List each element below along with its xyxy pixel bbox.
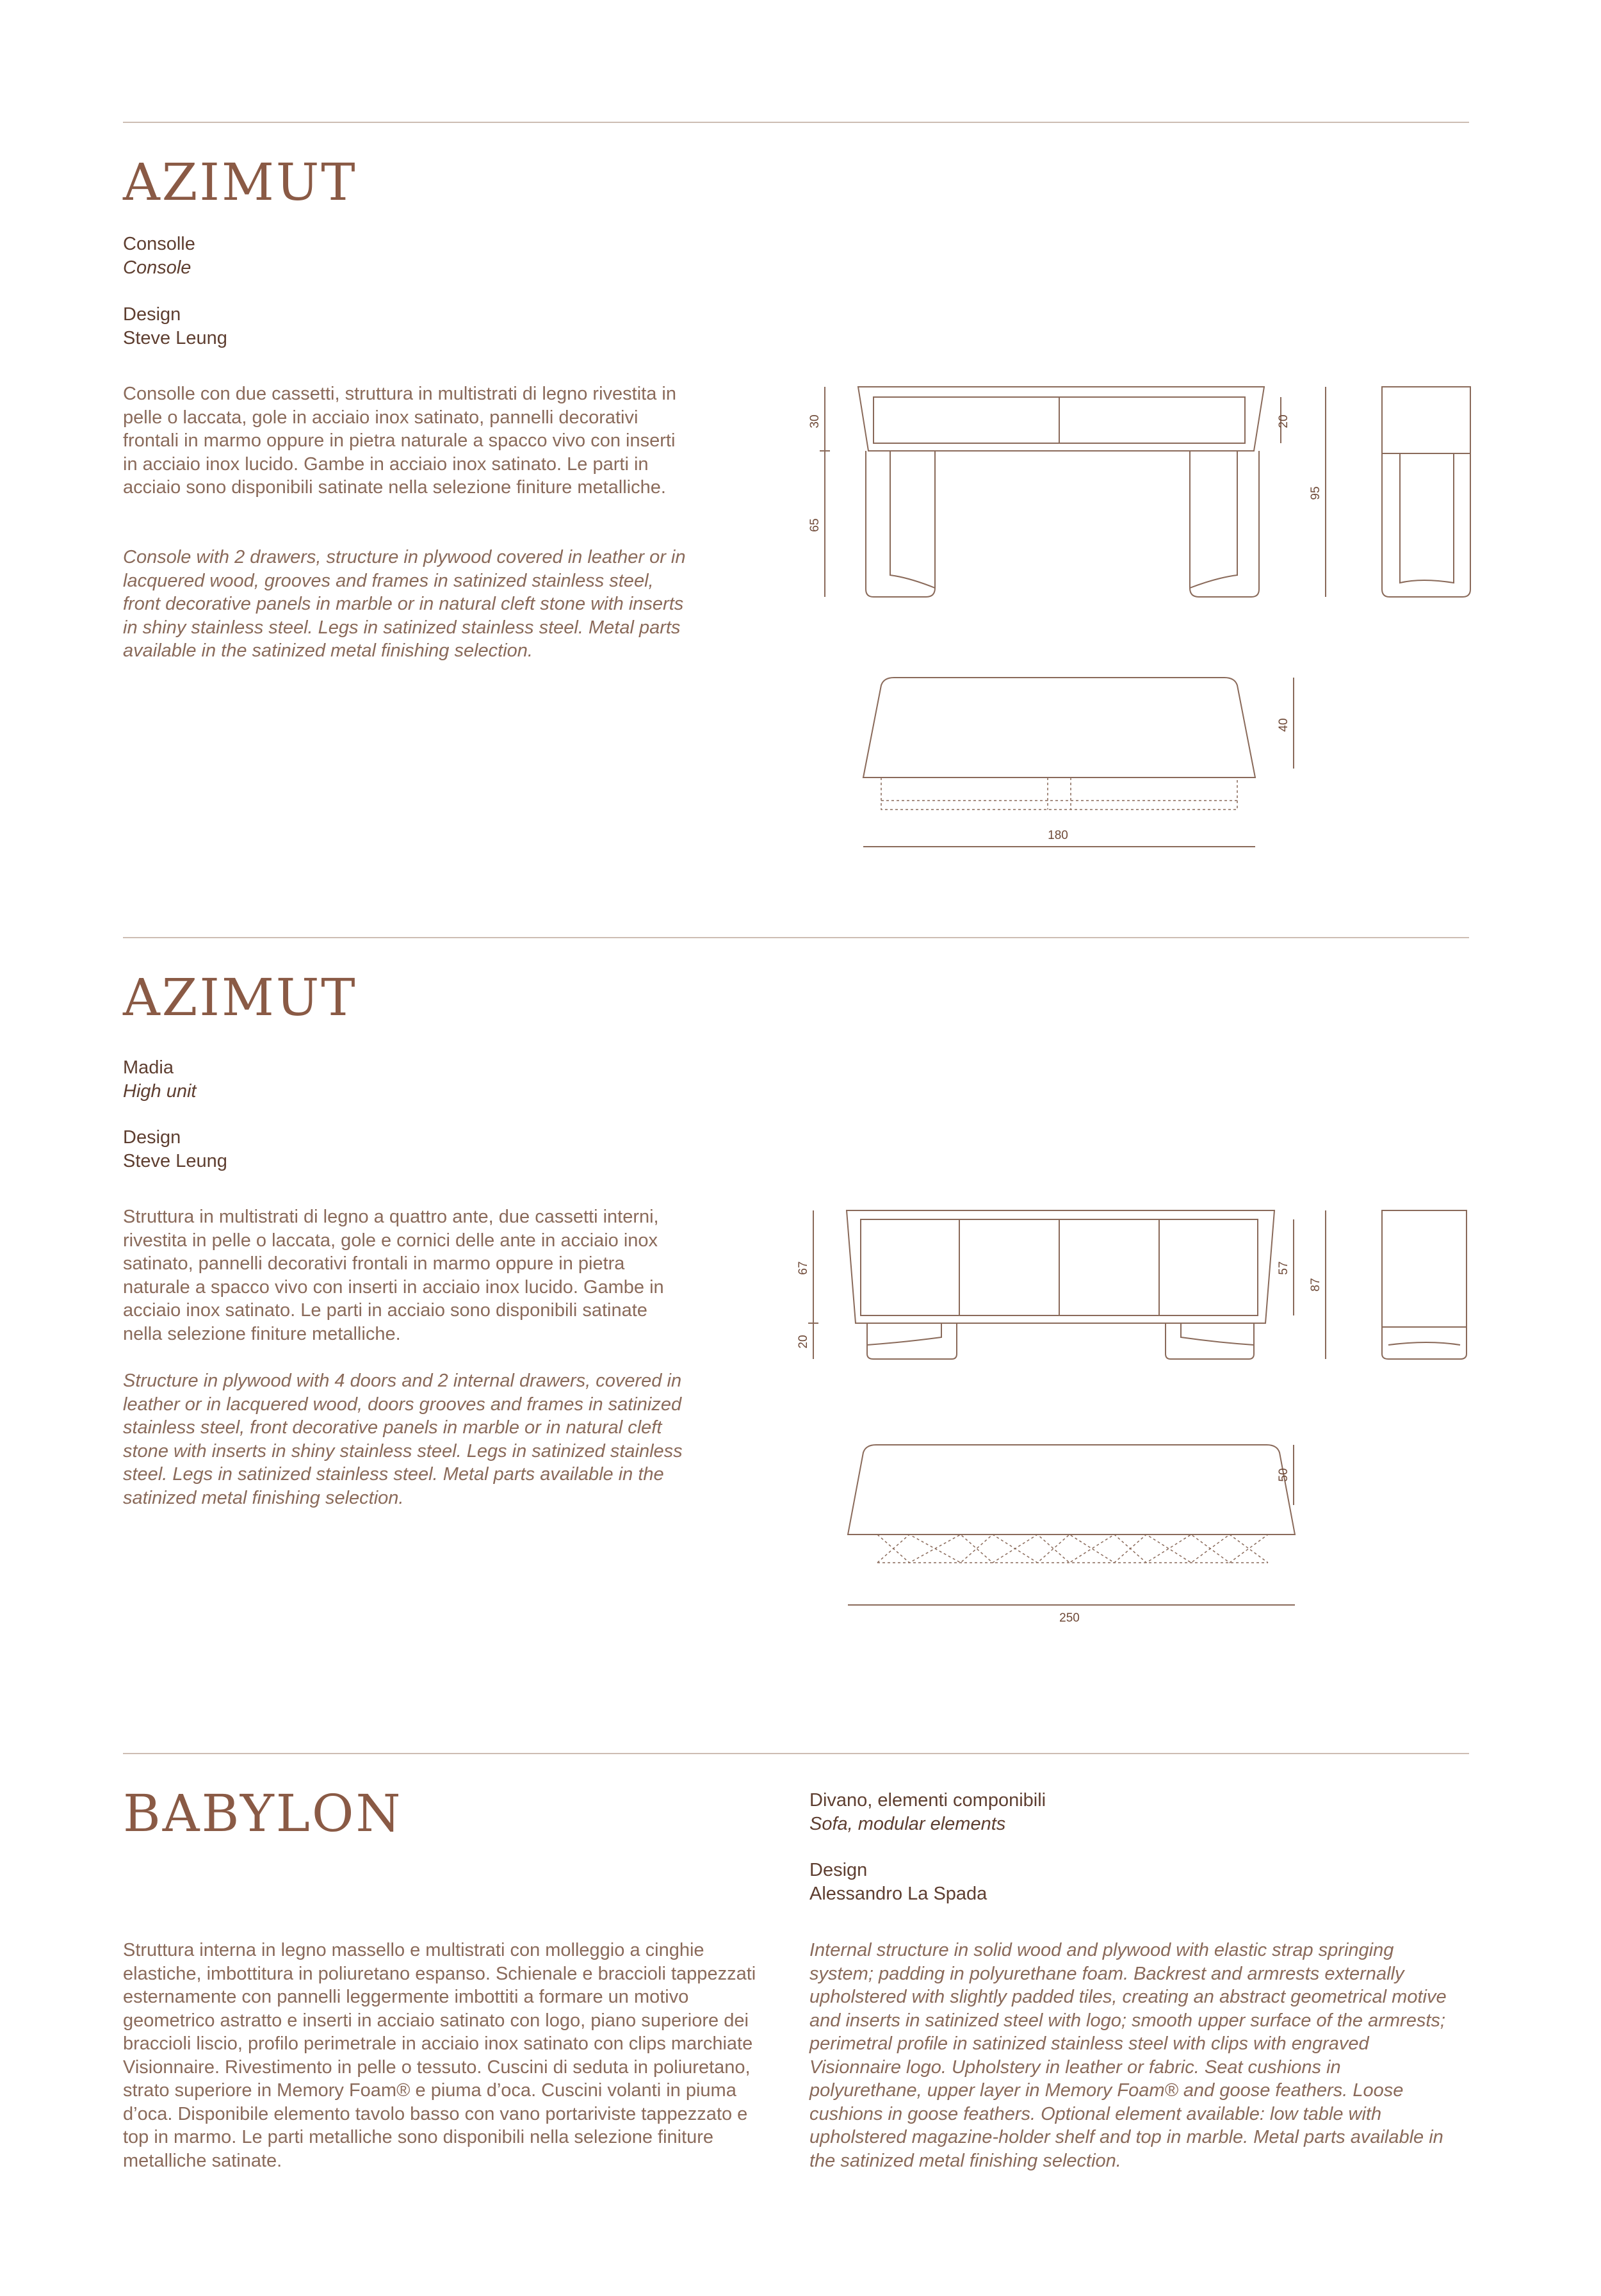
front-view [808, 387, 1326, 597]
dim-depth: 50 [1277, 1468, 1290, 1482]
design-credit [123, 303, 571, 350]
dim-leg-height: 20 [797, 1335, 810, 1349]
dim-drawer: 20 [1277, 414, 1290, 428]
designer-name: Steve Leung [123, 1151, 227, 1171]
type-italian: Divano, elementi componibili [809, 1790, 1046, 1811]
dim-top-height: 30 [808, 414, 822, 428]
top-view [863, 678, 1294, 847]
section-divider [123, 1753, 1469, 1754]
dim-door-height: 57 [1277, 1261, 1290, 1275]
side-view [1382, 387, 1470, 597]
console-technical-drawing [807, 371, 1486, 858]
section-divider [123, 937, 1469, 938]
design-label: Design [809, 1860, 868, 1880]
description-italian: Struttura in multistrati di legno a quattro ante, due cassetti interni, rivestita in pelle o laccata, gole e cornici delle ante in acciaio inox satinato, pannelli decorativi frontali in marmo oppure in pietra naturale a spacco vivo con inserti in acciaio inox lucido. Gambe in acciaio inox satinato. Le parti in acciaio sono disponibili satinate nella selezione finiture metalliche. [123, 1207, 664, 1344]
high-unit-technical-drawing [794, 1198, 1486, 1627]
dim-total-height: 95 [1309, 486, 1322, 500]
product-title: BABYLON [123, 1784, 403, 1843]
dim-width: 250 [1059, 1611, 1080, 1625]
product-type [809, 1789, 1450, 1836]
type-english: Console [123, 257, 191, 278]
type-italian: Consolle [123, 234, 195, 254]
description-italian: Struttura interna in legno massello e multistrati con molleggio a cinghie elastiche, imbottitura in poliuretano espanso. Schienale e braccioli tappezzati esternamente con pannelli leggermente imbottiti a formare un motivo geometrico astratto e inserti in acciaio satinato con logo, piano superiore dei braccioli liscio, profilo perimetrale in acciaio inox satinato con clips marchiate Visionnaire. Rivestimento in pelle o tessuto. Cuscini di seduta in poliuretano, strato superiore in Memory Foam® e piuma d’oca. Cuscini volanti in piuma d’oca. Disponibile elemento tavolo basso con vano portariviste tappezzato e top in marmo. Le parti metalliche sono disponibili nella selezione finiture metalliche satinate. [123, 1940, 756, 2171]
description-english: Structure in plywood with 4 doors and 2 internal drawers, covered in leather or in lacquered wood, doors grooves and frames in satinized stainless steel, front decorative panels in marble or in natural cleft stone with inserts in shiny stainless steel. Legs in satinized stainless steel. Legs in satinized stainless steel. Metal parts available in the satinized metal finishing selection. [123, 1371, 683, 1508]
designer-name: Steve Leung [123, 328, 227, 348]
product-title: AZIMUT [123, 968, 357, 1027]
top-view [848, 1445, 1295, 1625]
dim-leg-height: 65 [808, 518, 822, 532]
type-english: Sofa, modular elements [809, 1814, 1006, 1834]
type-english: High unit [123, 1081, 197, 1102]
dim-total-height: 87 [1309, 1278, 1322, 1292]
type-italian: Madia [123, 1057, 174, 1078]
design-credit [809, 1859, 1450, 1906]
dim-depth: 40 [1277, 718, 1290, 732]
dim-body-height: 67 [797, 1261, 810, 1275]
description-english: Internal structure in solid wood and plywood with elastic strap springing system; padding in polyurethane foam. Backrest and armrests externally upholstered with slightly padded tiles, creating an abstract geometrical motive and inserts in satinized steel with logo; smooth upper surface of the armrests; perimetral profile in satinized stainless steel with clips with engraved Visionnaire logo. Upholstery in leather or fabric. Seat cushions in polyurethane, upper layer in Memory Foam® and goose feathers. Loose cushions in goose feathers. Optional element available: low table with upholstered magazine-holder shelf and top in marble. Metal parts available in the satinized metal finishing selection. [809, 1940, 1447, 2171]
product-type [123, 232, 571, 280]
front-view [797, 1210, 1326, 1359]
description-english: Console with 2 drawers, structure in plywood covered in leather or in lacquered wood, grooves and frames in satinized stainless steel, front decorative panels in marble or in natural cleft stone with inserts in shiny stainless steel. Legs in satinized stainless steel. Metal parts available in the satinized metal finishing selection. [123, 547, 686, 661]
design-label: Design [123, 304, 181, 325]
design-credit [123, 1126, 571, 1173]
description-italian: Consolle con due cassetti, struttura in multistrati di legno rivestita in pelle o laccata, gole in acciaio inox satinato, pannelli decorativi frontali in marmo oppure in pietra naturale a spacco vivo con inserti in acciaio inox lucido. Gambe in acciaio inox satinato. Le parti in acciaio sono disponibili satinate nella selezione finiture metalliche. [123, 384, 676, 498]
product-title: AZIMUT [123, 152, 357, 212]
design-label: Design [123, 1127, 181, 1148]
side-view [1382, 1210, 1467, 1359]
product-type [123, 1056, 571, 1103]
designer-name: Alessandro La Spada [809, 1884, 987, 1904]
section-divider [123, 122, 1469, 123]
dim-width: 180 [1048, 829, 1068, 842]
